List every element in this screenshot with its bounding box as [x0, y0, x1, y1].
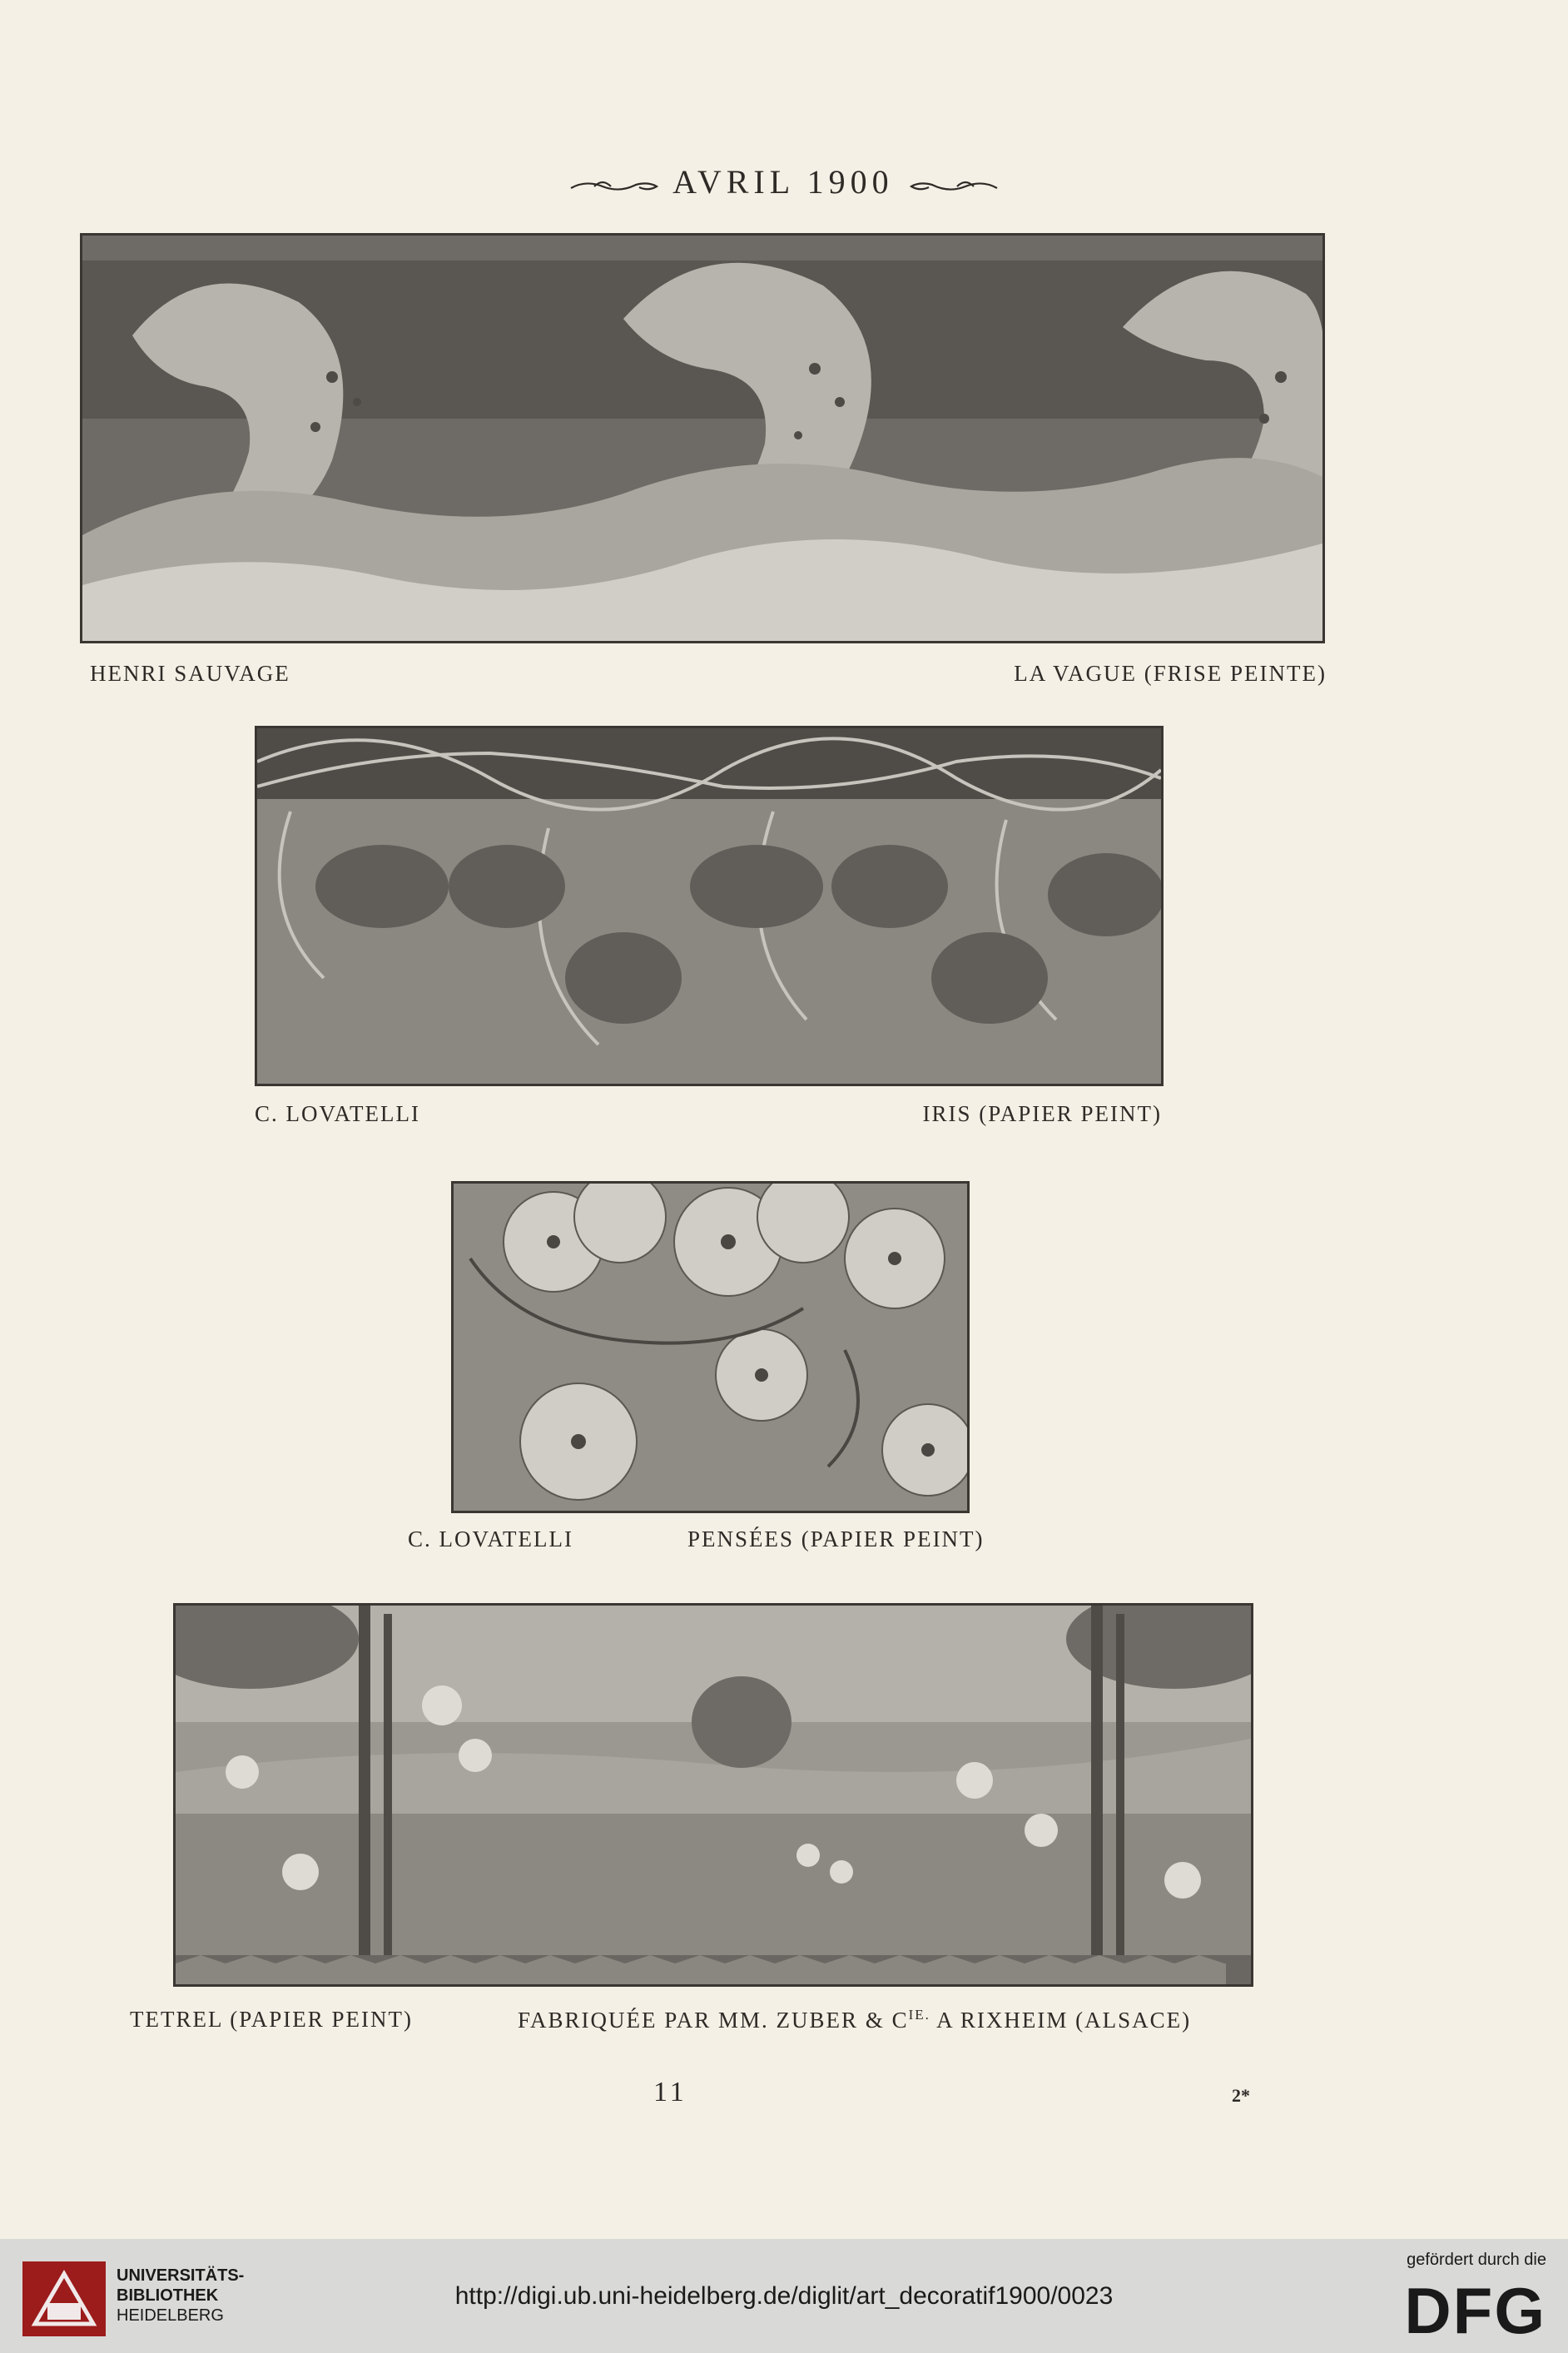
caption-artist-3: C. LOVATELLI [408, 1526, 573, 1551]
caption-title-4-main: FABRIQUÉE PAR MM. ZUBER & C [518, 2008, 909, 2033]
library-name-line1: UNIVERSITÄTS- [117, 2266, 245, 2285]
permalink-url[interactable]: http://digi.ub.uni-heidelberg.de/diglit/art_decoratif1900/0023 [454, 2282, 1114, 2310]
caption-title-4-sup: IE. [908, 2007, 930, 2023]
caption-artist-1: HENRI SAUVAGE [90, 661, 290, 686]
pansies-wallpaper-illustration [454, 1184, 967, 1511]
library-name-line3: HEIDELBERG [117, 2306, 224, 2325]
caption-artist-4: TETREL (PAPIER PEINT) [130, 2007, 413, 2032]
funder-note: gefördert durch die [1407, 2251, 1546, 2269]
landscape-wallpaper-illustration [176, 1606, 1251, 1984]
iris-wallpaper-illustration [257, 728, 1161, 1084]
caption-artist-2: C. LOVATELLI [255, 1101, 420, 1126]
left-flourish-icon [569, 173, 661, 198]
right-flourish-icon [907, 173, 999, 198]
digitization-footer [0, 2239, 1568, 2353]
caption-title-4 [518, 2007, 1191, 2033]
caption-title-4-end: A RIXHEIM (ALSACE) [930, 2008, 1192, 2033]
issue-title: AVRIL 1900 [672, 163, 894, 201]
dfg-logo: DFG [1404, 2274, 1546, 2347]
plate-pensees [451, 1181, 970, 1513]
caption-title-1: LA VAGUE (FRISE PEINTE) [1014, 661, 1327, 686]
caption-title-3: PENSÉES (PAPIER PEINT) [687, 1526, 985, 1551]
page-number: 11 [653, 2077, 687, 2107]
wave-frieze-illustration [82, 236, 1322, 641]
caption-title-2: IRIS (PAPIER PEINT) [922, 1101, 1162, 1126]
signature-mark: 2* [1232, 2085, 1250, 2106]
library-name-line2: BIBLIOTHEK [117, 2286, 219, 2305]
plate-tetrel [173, 1603, 1253, 1987]
plate-la-vague [80, 233, 1325, 643]
plate-iris [255, 726, 1164, 1086]
page-header [0, 162, 1568, 201]
